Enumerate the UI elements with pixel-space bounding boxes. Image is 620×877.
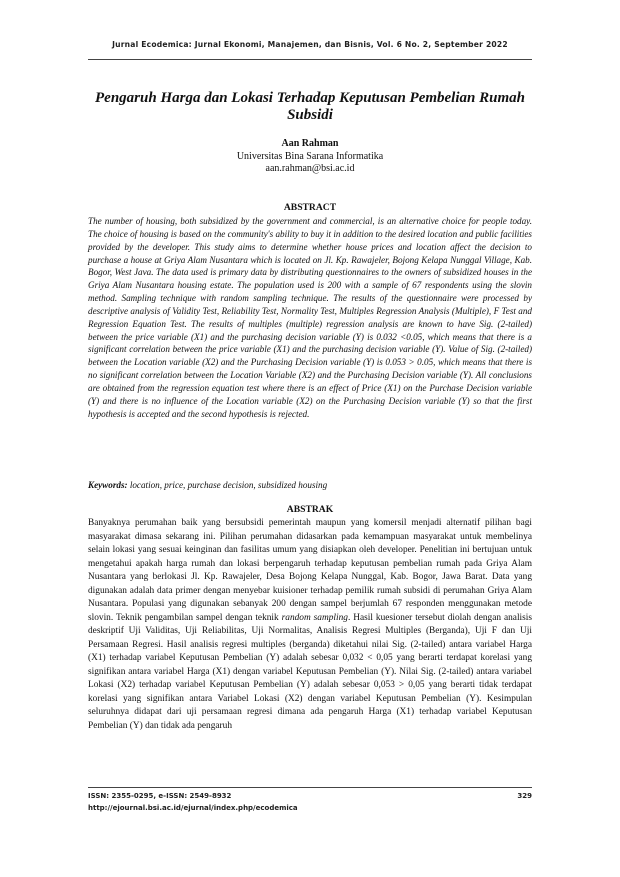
abstract-id-heading: ABSTRAK bbox=[286, 504, 334, 515]
running-header: Jurnal Ecodemica: Jurnal Ekonomi, Manajemen, dan Bisnis, Vol. 6 No. 2, September 2022 bbox=[112, 40, 508, 49]
abstract-id-text-part2: . Hasil kuesioner tersebut diolah dengan analisis deskriptif Uji Validitas, Uji Reliabilitas, Uji Normalitas, Analisis Regresi Multiples (Berganda), Uji F dan Uji Persamaan Regresi. Hasil analisis regresi multiples (berganda) diketahui nilai Sig. (2-tailed) antara variabel Harga (X1) terhadap variabel Keputusan Pembelian (Y) adalah sebesar 0,032 < 0,05 yang berarti terdapat korelasi yang signifikan antara variabel Harga (X1) dengan variabel Keputusan Pembelian (Y). Nilai Sig. (2-tailed) antara variabel Lokasi (X2) terhadap variabel Keputusan Pembelian (Y) adalah sebesar 0,053 > 0,05 yang berarti tidak terdapat korelasi yang signifikan antara Variabel Lokasi (X2) dengan variabel Keputusan Pembelian (Y). Kesimpulan seluruhnya didapat dari uji persamaan regresi dimana ada pengaruh Harga (X1) terhadap variabel Keputusan Pembelian (Y) dan tidak ada pengaruh bbox=[88, 612, 533, 731]
keywords-label: Keywords: bbox=[88, 480, 128, 490]
author-name: Aan Rahman bbox=[281, 138, 339, 149]
footer-divider bbox=[88, 787, 532, 788]
author-block bbox=[100, 138, 520, 176]
keywords-line bbox=[88, 479, 532, 492]
abstract-en-heading: ABSTRACT bbox=[283, 202, 337, 213]
abstract-id-text-part1: Banyaknya perumahan baik yang bersubsidi pemerintah maupun yang komersil menjadi alternatif pilihan bagi masyarakat dimasa sekarang ini. Pilihan perumahan didasarkan pada kemampuan masyarakat untuk membelinya selain lokasi yang sesuai keinginan dan fasilitas umum yang disiapkan oleh developer. Penelitian ini bertujuan untuk mengetahui apakah harga rumah dan lokasi berpengaruh terhadap keputusan pembelian rumah pada Griya Alam Nusantara yang berlokasi Jl. Kp. Rawajeler, Desa Bojong Kelapa Nunggal, Kab. Bogor, Jawa Barat. Data yang digunakan adalah data primer dengan menyebar kuisioner terhadap pemilik rumah subsidi di perumahan Griya Alam Nusantara. Populasi yang digunakan sebanyak 200 dengan sampel berjumlah 67 responden menggunakan metode slovin. Teknik pengambilan sampel dengan teknik bbox=[88, 518, 532, 623]
footer-journal-url[interactable]: http://ejournal.bsi.ac.id/ejurnal/index.php/ecodemica bbox=[88, 804, 298, 812]
abstract-id-italic-term: random sampling bbox=[281, 612, 348, 623]
abstract-id-body bbox=[88, 517, 532, 733]
footer-issn: ISSN: 2355-0295, e-ISSN: 2549-8932 bbox=[88, 792, 232, 800]
keywords-list: location, price, purchase decision, subsidized housing bbox=[129, 480, 328, 490]
author-affiliation: Universitas Bina Sarana Informatika bbox=[236, 150, 384, 162]
author-email: aan.rahman@bsi.ac.id bbox=[265, 163, 355, 174]
page-number: 329 bbox=[517, 792, 532, 800]
header-divider bbox=[88, 59, 532, 60]
paper-title: Pengaruh Harga dan Lokasi Terhadap Keputusan Pembelian Rumah Subsidi bbox=[95, 90, 525, 123]
abstract-en-body: The number of housing, both subsidized by the government and commercial, is an alternative choice for people today. The choice of housing is based on the community's ability to buy it in addition to the desired location and public facilities provided by the developer. This study aims to determine whether house prices and location affect the decision to purchase a house at Griya Alam Nusantara which is located on Jl. Kp. Rawajeler, Bojong Kelapa Nunggal Village, Kab. Bogor, West Java. The data used is primary data by distributing questionnaires to the owners of subsidized houses in the Griya Alam Nusantara housing estate. The population used is 200 with a sample of 67 respondents using the slovin method. Sampling technique with random sampling technique. The results of the questionnaire were processed by descriptive analysis of Validity Test, Reliability Test, Normality Test, Multiples Regression Analysis (Multiple), F Test and Regression Equation Test. The results of multiples (multiple) regression analysis are known to have Sig. (2-tailed) between the price variable (X1) and the purchasing decision variable (Y) is 0.032 <0.05, which means that there is a significant correlation between the price variable (X1) and the purchasing decision variable (Y). Value of Sig. (2-tailed) between the Location variable (X2) and the Purchasing Decision variable (Y) is 0.053 > 0.05, which means that there is no significant correlation between the Location Variable (X2) and the Purchasing Decision variable (Y). All conclusions are obtained from the regression equation test where there is an effect of Price (X1) on the Purchase Decision variable (Y) and there is no influence of the Location variable (X2) on the Purchasing Decision variable (Y) so that the first hypothesis is accepted and the second hypothesis is rejected. bbox=[88, 216, 532, 419]
